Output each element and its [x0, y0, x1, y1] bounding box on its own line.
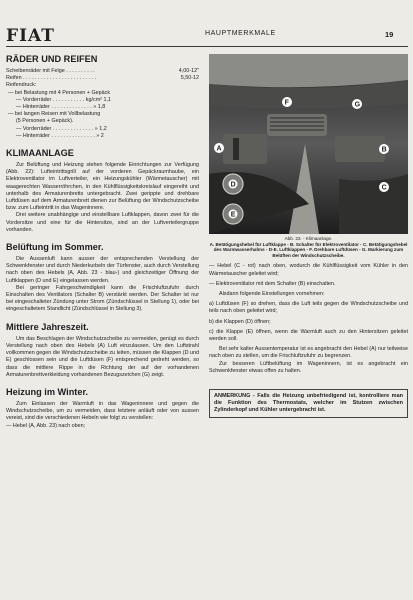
spec-list: [6, 68, 199, 140]
list-item: — Hebel (C - rot) nach oben, wodurch die Kühlflüssigkeit vom Kühler in den Wärmetauscher geleitet wird;: [209, 263, 408, 277]
header-rule: [6, 46, 408, 47]
figure-label-b: B: [381, 146, 387, 154]
figure-caption-title: Abb. 23. - Klimaanlage.: [284, 236, 333, 241]
fiat-logo: FIAT: [6, 26, 55, 46]
spec-line: — bei Belastung mit 4 Personen + Gepäck: [8, 89, 111, 96]
section-title-mittlere: Mittlere Jahreszeit.: [6, 321, 89, 332]
figure-label-a: A: [216, 145, 222, 153]
left-column: [6, 54, 199, 430]
section-title-winter: Heizung im Winter.: [6, 386, 89, 397]
section-title-sommer: Belüftung im Sommer.: [6, 242, 104, 253]
figure-label-c: C: [381, 184, 387, 192]
page-header: [0, 26, 413, 46]
list-item: b) die Klappen (D) öffnen;: [209, 318, 271, 325]
spec-line: — Hinterräder . . . . . . . . . . . . . . » 1,8: [16, 104, 106, 111]
spec-line: Reifendruck:: [6, 82, 37, 89]
note-box: ANMERKUNG - Falls die Heizung unbefriedigend ist, kontrolliere man die Funktion des Thermostats, welcher im Stutzen zwischen Zylinderkopf und Kühler untergebracht ist.: [209, 389, 408, 418]
paragraph: Um das Beschlagen der Windschutzscheibe zu vermeiden, genügt es durch Verstellung nach oben des Hebels (A) Luft einzulassen. Um den Luftstrahl vollkommen gegen die Windschutzscheibe zu leiten, müssen die Klappen (D und E) geschlossen sein und die Luftdüsen (F) entsprechend gedreht werden, so dass die mittlere Rippe in die Richtung der auf der vorhandenen Armaturenbrettverkleidung vorhandenen Bezugszeichen (G) zeigt.: [6, 335, 199, 378]
paragraph: Drei weitere unabhängige und einstellbare Luftklappen, davon zwei für die Vordersitze und eine für die Hintersitze, sind an der Luftverteilergruppe vorhanden.: [6, 212, 199, 233]
section-title-klima: KLIMAANLAGE: [6, 148, 74, 159]
section-title-raeder: RÄDER UND REIFEN: [6, 54, 98, 64]
figure-label-f: F: [284, 99, 289, 107]
figure-label-e: E: [230, 211, 236, 219]
right-column: [209, 54, 408, 418]
figure-caption: [209, 236, 408, 258]
paragraph: Zur Belüftung und Heizung stehen folgende Einrichtungen zur Verfügung (Abb. 22): Lufteintrittsgrill auf der vorderen Gepäckraumhaube, ein Elektroventilator im Luftverteiler, ein Heizungskühler (Wärmetauscher) mit waagerechten Wasserröhrchen, in den Kühlflüssigkeitskreislauf eingereiht und unterhalb des Armaturenbretts untergebracht. Zwei gerippte und drehbare Luftdüsen auf dem Armaturenbrett dienen zur Belüftung der Windschutzscheibe bzw. zum Lufteintritt in das Wageninnere.: [6, 162, 199, 212]
header-title: HAUPTMERKMALE: [205, 30, 276, 37]
figure-label-g: G: [354, 101, 361, 109]
list-item: — Hebel (A, Abb. 23) nach oben;: [6, 422, 86, 429]
spec-line: — bei langen Reisen mit Vollbelastung: [8, 111, 101, 118]
figure-caption-text: A. Betätigungshebel für Luftklappe - B. Schalter für Elektroventilator - C. Betätigungshebel des Warmwasserhahns - D-E. Luftklappen - F. Drehbare Luftdüsen - G. Markierung zum Belüften der Windschutzscheibe.: [209, 241, 408, 258]
list-item: — Elektroventilator mit dem Schalter (B) einschalten.: [209, 280, 336, 287]
spec-line: — Vorderräder . . . . . . . . . . . kg/cm² 1,1: [16, 96, 111, 103]
dashboard-photo-drawing: [209, 54, 408, 234]
paragraph: Bei sehr kalter Aussentemperatur ist es angebracht den Hebel (A) nur teilweise nach oben zu stellen, um die Frischluftzufuhr zu begrenzen.: [209, 346, 408, 360]
spec-line: (5 Personen + Gepäck).: [16, 118, 74, 125]
paragraph: Die Aussenluft kann ausser der entsprechenden Verstellung der Schwenkfenster und durch Niederkurbeln der Türfenster, auch durch Verstellung nach oben des Hebels (A, Abb. 23 - blau-) und gleichzeitiger Öffnung der Luftklappen (D und E) eingelassen werden.: [6, 256, 199, 284]
spec-line: — Vorderräder . . . . . . . . . . . . . . » 1,2: [16, 125, 107, 132]
list-item: c) die Klappe (E) öffnen, wenn die Warmluft auch zu den Hintersitzen geleitet werden soll.: [209, 328, 408, 342]
figure-label-d: D: [230, 181, 236, 189]
paragraph: Zum Einlassen der Warmluft in das Wageninnere und gegen die Windschutzscheibe, um zu vermeiden, dass letztere anläuft oder von aussen vereist, sind die verschiedenen Hebeln wie folgt zu verstellen:: [6, 400, 199, 422]
paragraph: Alsdann folgende Einstellungen vornehmen:: [219, 290, 325, 297]
right-text: [209, 263, 408, 375]
paragraph: Bei geringer Fahrgeschwindigkeit kann die Frischluftzufuhr durch Einschalten des Ventilators (Schalter B) verstärkt werden. Der Schalter ist nur bei eingeschalteter Zündung unter Strom (Zündschlüssel in Stellung 1), oder bei eingeschaltetem Standlicht (Zündschlüssel in Stellung 3).: [6, 284, 199, 313]
page-number: 19: [385, 30, 394, 39]
spec-line: Reifen . . . . . . . . . . . . . . . . . . . . . . . . . 5,50-12: [6, 75, 199, 82]
spec-line: Scheibenräder mit Felge . . . . . . . . . . 4,00-12": [6, 68, 199, 74]
paragraph: Zur besseren Lüftbelüftung im Wageninnern, ist es angebracht ein Schwenkfenster etwas offen zu halten.: [209, 360, 408, 374]
dashboard-photo: [209, 54, 408, 234]
list-item: a) Luftdüsen (F) so drehen, dass die Luft teils gegen die Windschutzscheibe und teils nach oben geleitet wird;: [209, 301, 408, 315]
spec-line: — Hinterräder . . . . . . . . . . . . . . . » 2: [16, 132, 104, 139]
